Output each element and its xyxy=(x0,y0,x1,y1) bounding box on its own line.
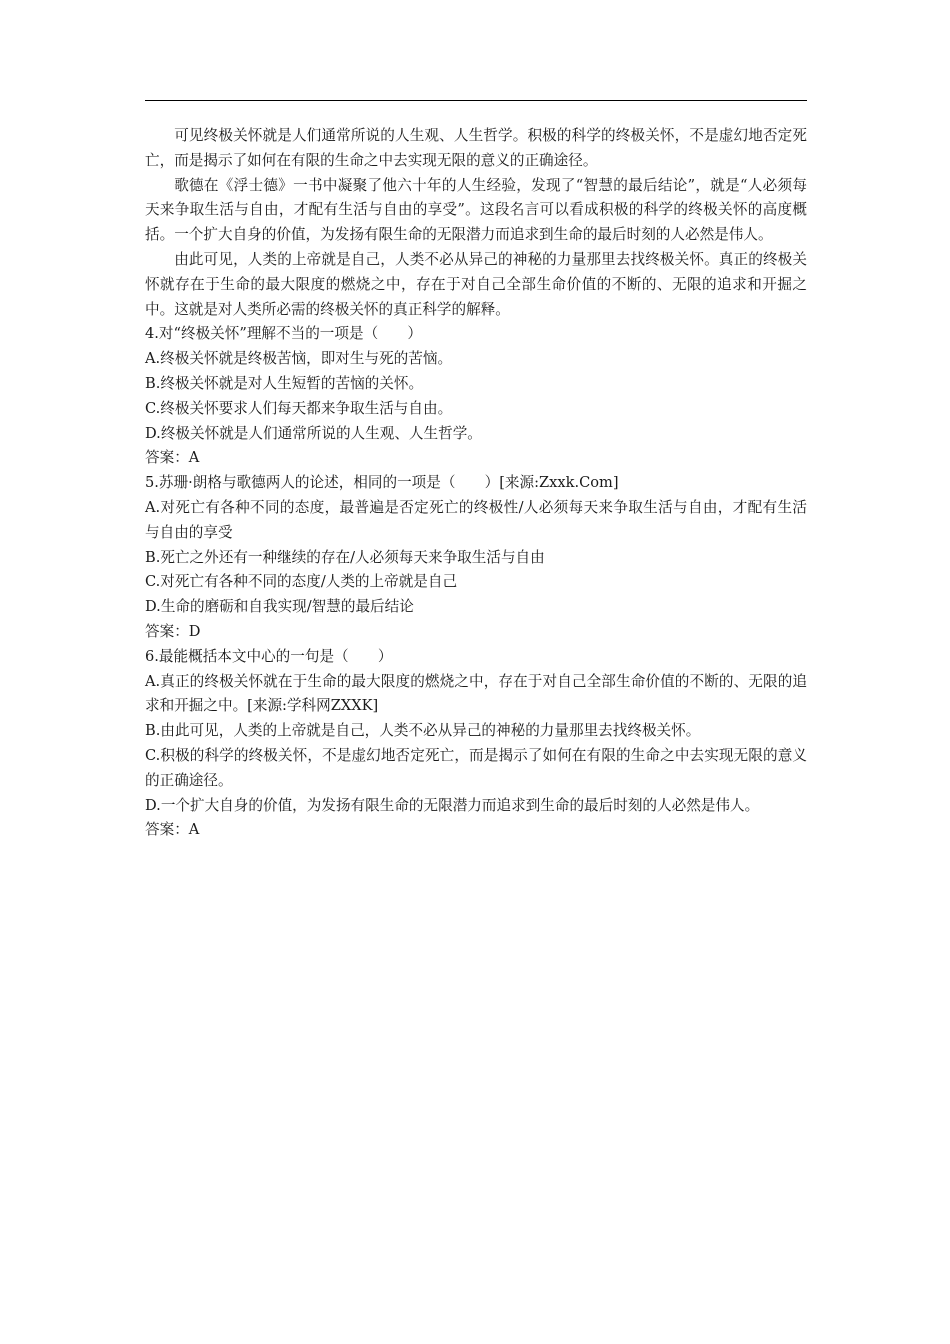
option-b: B.终极关怀就是对人生短暂的苦恼的关怀。 xyxy=(145,374,424,392)
option-b: B.死亡之外还有一种继续的存在/人必须每天来争取生活与自由 xyxy=(145,548,545,566)
option-a: A.终极关怀就是终极苦恼，即对生与死的苦恼。 xyxy=(145,350,453,368)
option-b: B.由此可见，人类的上帝就是自己，人类不必从异己的神秘的力量那里去找终极关怀。 xyxy=(145,722,701,740)
question-stem: 5.苏珊·朗格与歌德两人的论述，相同的一项是（ ）[来源:Zxxk.Com] xyxy=(145,474,619,492)
passage-paragraph: 由此可见，人类的上帝就是自己，人类不必从异己的神秘的力量那里去找终极关怀。真正的终极关怀就存在于生命的最大限度的燃烧之中，存在于对自己全部生命价值的不断的、无限的追求和开掘之中。这就是对人类所必需的终极关怀的真正科学的解释。 xyxy=(145,250,807,318)
option-d: D.一个扩大自身的价值，为发扬有限生命的无限潜力而追求到生命的最后时刻的人必然是伟人。 xyxy=(145,796,760,814)
question-stem: 6.最能概括本文中心的一句是（ ） xyxy=(145,647,393,665)
option-d: D.终极关怀就是人们通常所说的人生观、人生哲学。 xyxy=(145,424,482,442)
question-stem: 4.对“终极关怀”理解不当的一项是（ ） xyxy=(145,325,422,343)
passage-paragraph: 歌德在《浮士德》一书中凝聚了他六十年的人生经验，发现了“智慧的最后结论”，就是“人必须每天来争取生活与自由，才配有生活与自由的享受”。这段名言可以看成积极的科学的终极关怀的高度概括。一个扩大自身的价值，为发扬有限生命的无限潜力而追求到生命的最后时刻的人必然是伟人。 xyxy=(145,176,807,244)
option-d: D.生命的磨砺和自我实现/智慧的最后结论 xyxy=(145,598,414,616)
answer: 答案：D xyxy=(145,622,201,640)
passage-paragraph: 可见终极关怀就是人们通常所说的人生观、人生哲学。积极的科学的终极关怀，不是虚幻地否定死亡，而是揭示了如何在有限的生命之中去实现无限的意义的正确途径。 xyxy=(145,127,807,169)
option-c: C.对死亡有各种不同的态度/人类的上帝就是自己 xyxy=(145,573,458,591)
option-a: A.真正的终极关怀就在于生命的最大限度的燃烧之中，存在于对自己全部生命价值的不断的、无限的追求和开掘之中。[来源:学科网ZXXK] xyxy=(145,672,807,715)
document-body xyxy=(145,124,807,843)
option-c: C.积极的科学的终极关怀，不是虚幻地否定死亡，而是揭示了如何在有限的生命之中去实现无限的意义的正确途径。 xyxy=(145,746,807,789)
question-4 xyxy=(145,322,807,471)
answer: 答案：A xyxy=(145,449,200,467)
header-rule xyxy=(145,100,807,101)
option-a: A.对死亡有各种不同的态度，最普遍是否定死亡的终极性/人必须每天来争取生活与自由，才配有生活与自由的享受 xyxy=(145,498,807,541)
question-5 xyxy=(145,471,807,645)
option-c: C.终极关怀要求人们每天都来争取生活与自由。 xyxy=(145,399,453,417)
answer: 答案：A xyxy=(145,821,200,839)
question-6 xyxy=(145,645,807,843)
